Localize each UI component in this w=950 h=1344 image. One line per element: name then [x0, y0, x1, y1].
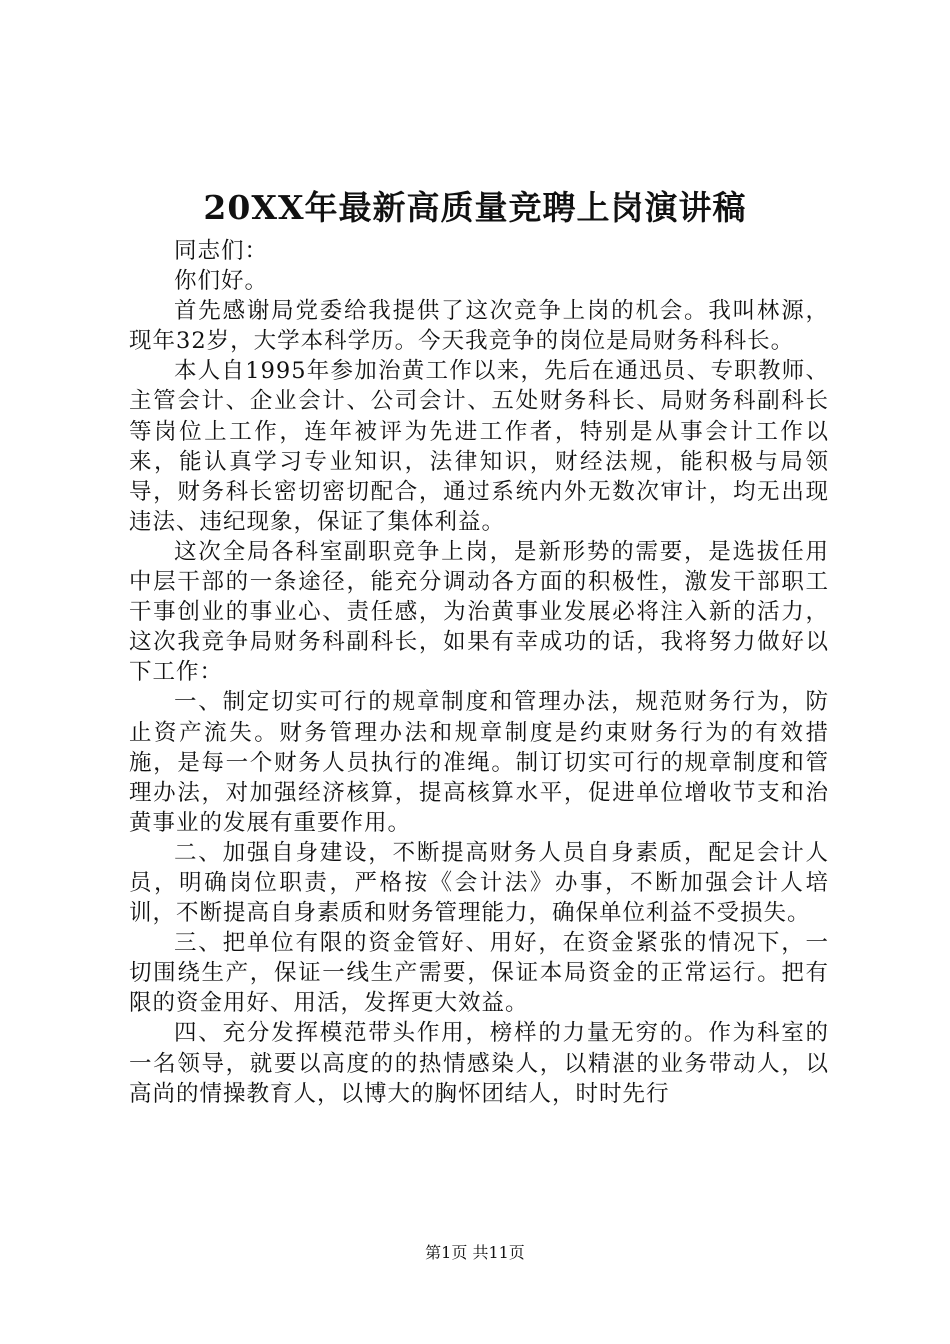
paragraph-intro: 首先感谢局党委给我提供了这次竞争上岗的机会。我叫林源，现年32岁，大学本科学历。今天我竞争的岗位是局财务科科长。 — [129, 298, 829, 355]
paragraph-greeting: 同志们： — [174, 238, 269, 264]
paragraph-experience: 本人自1995年参加治黄工作以来，先后在通迅员、专职教师、主管会计、企业会计、公司会计、五处财务科长、局财务科副科长等岗位上工作，连年被评为先进工作者，特别是从事会计工作以来，能认真学习专业知识，法律知识，财经法规，能积极与局领导，财务科长密切密切配合，通过系统内外无数次审计，均无出现违法、违纪现象，保证了集体利益。 — [129, 358, 829, 535]
paragraph-point-4: 四、充分发挥模范带头作用，榜样的力量无穷的。作为科室的一名领导，就要以高度的的热情感染人，以精湛的业务带动人，以高尚的情操教育人，以博大的胸怀团结人，时时先行 — [129, 1020, 829, 1107]
paragraph-point-1: 一、制定切实可行的规章制度和管理办法，规范财务行为，防止资产流失。财务管理办法和规章制度是约束财务行为的有效措施，是每一个财务人员执行的准绳。制订切实可行的规章制度和管理办法，对加强经济核算，提高核算水平，促进单位增收节支和治黄事业的发展有重要作用。 — [129, 689, 829, 836]
paragraph-context: 这次全局各科室副职竞争上岗，是新形势的需要，是选拔任用中层干部的一条途径，能充分调动各方面的积极性，激发干部职工干事创业的事业心、责任感，为治黄事业发展必将注入新的活力，这次我竞争局财务科副科长，如果有幸成功的话，我将努力做好以下工作： — [129, 538, 829, 686]
paragraph-hello: 你们好。 — [174, 268, 269, 295]
page-footer: 第1页 共11页 — [425, 1243, 525, 1262]
paragraph-point-3: 三、把单位有限的资金管好、用好，在资金紧张的情况下，一切围绕生产，保证一线生产需要，保证本局资金的正常运行。把有限的资金用好、用活，发挥更大效益。 — [129, 930, 829, 1017]
document-title: 20XX年最新高质量竞聘上岗演讲稿 — [203, 188, 747, 227]
paragraph-point-2: 二、加强自身建设，不断提高财务人员自身素质，配足会计人员，明确岗位职责，严格按《会计法》办事，不断加强会计人培训，不断提高自身素质和财务管理能力，确保单位利益不受损失。 — [129, 839, 829, 927]
document-body — [129, 236, 829, 1109]
